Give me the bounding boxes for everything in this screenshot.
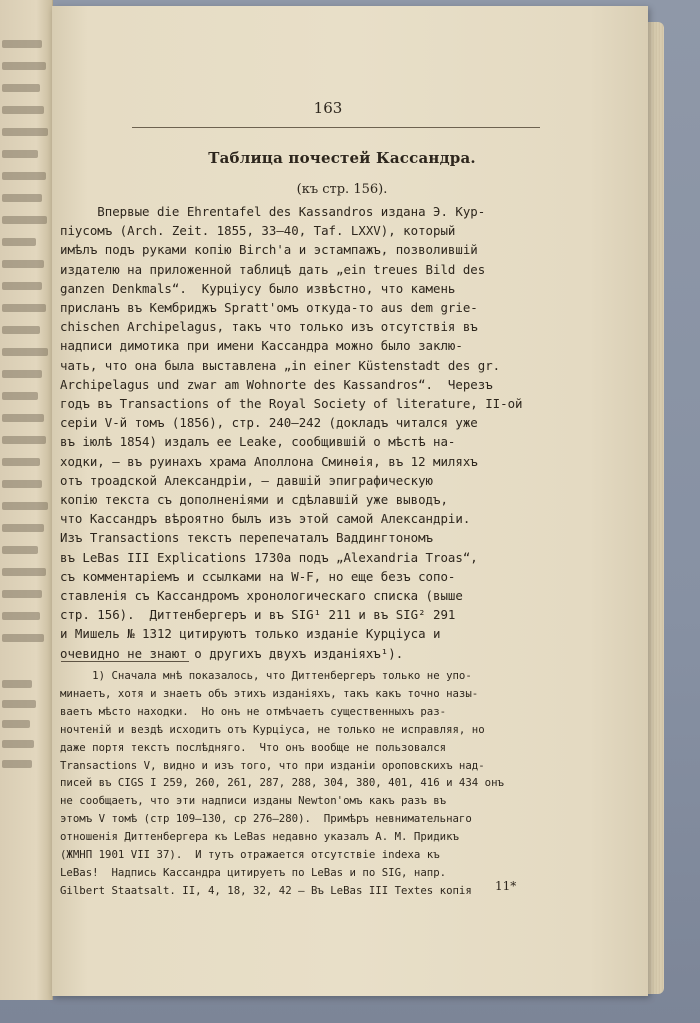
page-title: Таблица почестей Кассандра.: [208, 149, 476, 167]
footnote-line: Gilbert Staatsalt. II, 4, 18, 32, 42 — Въ LeBas III Textes копія: [60, 883, 472, 897]
page-number: 163: [313, 99, 343, 117]
body-line: ходки, — въ руинахъ храма Аполлона Сминѳія, въ 12 миляхъ: [60, 453, 478, 469]
body-line: ganzen Denkmals“. Курціусу было извѣстно, что камень: [60, 280, 456, 296]
footnote-line: (ЖМНП 1901 VII 37). И тутъ отражается отсутствіе indexа къ: [60, 848, 440, 862]
page-subtitle: (къ стр. 156).: [296, 182, 388, 197]
signature-mark: 11*: [495, 879, 517, 893]
body-line: серіи V-й томъ (1856), стр. 240—242 (докладъ читался уже: [60, 415, 478, 431]
body-line: Изъ Transactions текстъ перепечаталъ Ваддингтономъ: [60, 530, 433, 546]
footnote-line: ночтеній и вездѣ исходитъ отъ Курціуса, не только не исправляя, но: [60, 722, 485, 736]
footnote-line: писей въ CIGS I 259, 260, 261, 287, 288, 304, 380, 401, 416 и 434 онъ: [60, 776, 504, 790]
footnote-text: [60, 667, 580, 900]
body-line: чать, что она была выставлена „in einer Küstenstadt des gr.: [60, 357, 501, 373]
body-line: Впервые die Ehrentafel des Kassandros издана Э. Кур-: [60, 204, 486, 219]
body-line: издателю на приложенной таблицѣ дать „ein treues Bild des: [60, 261, 486, 277]
book-page: [52, 6, 648, 996]
body-line: Archipelagus und zwar am Wohnorte des Kassandros“. Черезъ: [60, 376, 493, 392]
body-line: стр. 156). Диттенбергеръ и въ SIG¹ 211 и въ SIG² 291: [60, 607, 456, 623]
footnote-line: этомъ V томѣ (стр 109—130, ср 276—280). Примѣръ невнимательнаго: [60, 812, 472, 826]
footnote-line: Transactions V, видно и изъ того, что при изданіи ороповскихъ над-: [60, 758, 485, 772]
body-line: отъ троадской Александріи, — давшій эпиграфическую: [60, 472, 433, 488]
footnote-line: LeBas! Надпись Кассандра цитируетъ по LeBas и по SIG, напр.: [60, 865, 447, 879]
body-line: имѣлъ подъ руками копію Birch'а и эстампажъ, позволившій: [60, 242, 478, 258]
body-line: chischen Archipelagus, такъ что только изъ отсутствія въ: [60, 319, 478, 335]
body-line: что Кассандръ вѣроятно былъ изъ этой самой Александріи.: [60, 511, 471, 527]
body-text: [60, 202, 580, 663]
header-rule: [132, 127, 540, 128]
footnote-line: минаетъ, хотя и знаетъ объ этихъ изданіяхъ, такъ какъ точно назы-: [60, 686, 479, 700]
body-line: въ іюлѣ 1854) издалъ ее Leake, сообщившій о мѣстѣ на-: [60, 434, 456, 450]
body-line: ставленія съ Кассандромъ хронологическаго списка (выше: [60, 588, 463, 604]
footnote-line: даже портя текстъ послѣдняго. Что онъ вообще не пользовался: [60, 740, 447, 754]
footnote-line: ваетъ мѣсто находки. Но онъ не отмѣчаетъ существенныхъ раз-: [60, 704, 447, 718]
body-line: очевидно не знают о другихъ двухъ изданіяхъ¹).: [60, 645, 404, 661]
body-line: копію текста съ дополненіями и сдѣлавшій уже выводъ,: [60, 492, 448, 508]
footnote-rule: [61, 661, 189, 662]
body-line: надписи димотика при имени Кассандра можно было заклю-: [60, 338, 463, 354]
footnote-line: 1) Сначала мнѣ показалось, что Диттенбергеръ только не упо-: [60, 669, 472, 682]
body-line: годъ въ Transactions of the Royal Society of literature, II-ой: [60, 396, 523, 412]
body-line: присланъ въ Кембриджъ Spratt'омъ откуда-то aus dem grie-: [60, 300, 478, 316]
body-line: съ комментаріемъ и ссылками на W-F, но еще безъ сопо-: [60, 568, 456, 584]
footnote-line: не сообщаетъ, что эти надписи изданы Newton'омъ какъ разъ въ: [60, 794, 447, 808]
body-line: піусомъ (Arch. Zeit. 1855, 33—40, Taf. LXXV), который: [60, 223, 456, 239]
footnote-line: отношенія Диттенбергера къ LeBas недавно указалъ А. М. Придикъ: [60, 830, 459, 844]
body-line: въ LeBas III Explications 1730а подъ „Alexandria Troas“,: [60, 549, 478, 565]
facing-page-edge: [0, 0, 53, 1000]
body-line: и Мишель № 1312 цитируютъ только изданіе Курціуса и: [60, 626, 441, 642]
